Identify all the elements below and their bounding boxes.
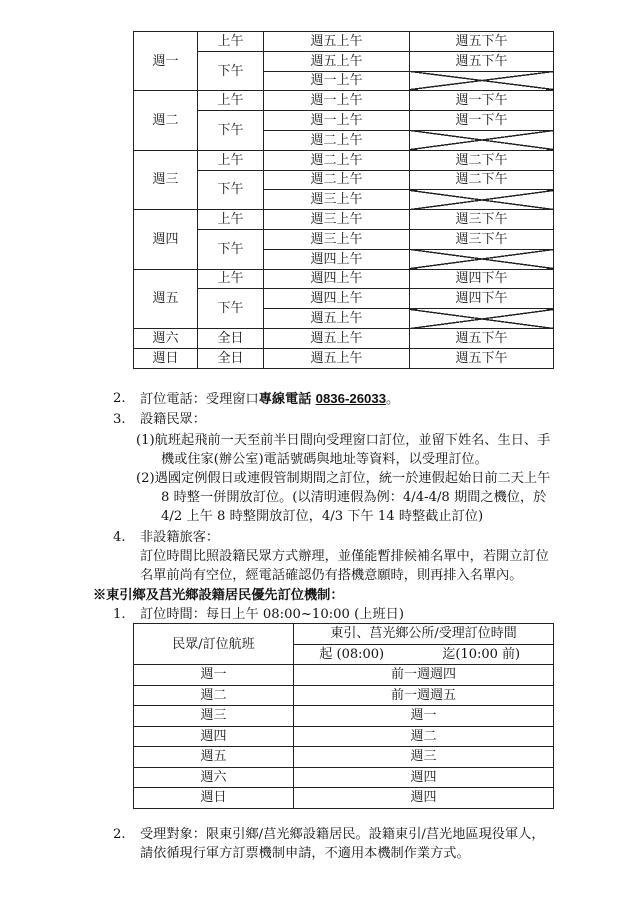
schedule-cell: 週五下午 xyxy=(410,51,554,71)
crossed-out-cell xyxy=(410,71,554,91)
table-row xyxy=(134,706,554,727)
section-heading: ※東引鄉及莒光鄉設籍居民優先訂位機制： xyxy=(93,588,344,603)
priority-day: 週一 xyxy=(134,665,294,686)
priority-value: 前一週週四 xyxy=(294,665,554,686)
item-4-line2: 名單前尚有空位，經電話確認仍有搭機意願時，則再排入名單內。 xyxy=(140,568,523,583)
schedule-cell: 週三下午 xyxy=(410,229,554,249)
table-row xyxy=(134,210,554,230)
schedule-cell: 週五上午 xyxy=(264,348,410,368)
schedule-cell: 下午 xyxy=(198,229,264,269)
item-3-p1-line1: (1)航班起飛前一天至前半日間向受理窗口訂位，並留下姓名、生日、手 xyxy=(136,433,551,448)
schedule-cell: 週五 xyxy=(134,269,198,328)
schedule-cell: 週六 xyxy=(134,328,198,348)
schedule-cell: 週一上午 xyxy=(264,91,410,111)
priority-value: 週四 xyxy=(294,767,554,788)
priority-day: 週二 xyxy=(134,685,294,706)
table-row xyxy=(134,726,554,747)
schedule-cell: 週一上午 xyxy=(264,71,410,91)
table-row xyxy=(134,32,554,52)
schedule-cell: 週二下午 xyxy=(410,150,554,170)
priority-day: 週四 xyxy=(134,726,294,747)
priority-value: 週四 xyxy=(294,788,554,809)
crossed-out-cell xyxy=(410,130,554,150)
item-3-p2-line3: 4/2 上午 8 時整開放訂位，4/3 下午 14 時整截止訂位) xyxy=(161,509,484,524)
schedule-cell: 週二上午 xyxy=(264,170,410,190)
priority-value: 週一 xyxy=(294,706,554,727)
crossed-out-cell xyxy=(410,190,554,210)
schedule-cell: 上午 xyxy=(198,32,264,52)
phone-line xyxy=(140,390,399,409)
schedule-cell: 週三下午 xyxy=(410,210,554,230)
header-end: 迄(10:00 前) xyxy=(410,644,554,665)
booking-schedule-table xyxy=(133,31,554,369)
table-row xyxy=(134,328,554,348)
schedule-cell: 週一 xyxy=(134,32,198,91)
table-row xyxy=(134,150,554,170)
schedule-cell: 週五下午 xyxy=(410,328,554,348)
table-row xyxy=(134,767,554,788)
priority-value: 週三 xyxy=(294,747,554,768)
schedule-cell: 下午 xyxy=(198,289,264,329)
schedule-cell: 週一下午 xyxy=(410,111,554,131)
item-3-p2-line2: 8 時整一併開放訂位。(以清明連假為例：4/4-4/8 期間之機位，於 xyxy=(161,490,547,505)
schedule-cell: 週一上午 xyxy=(264,111,410,131)
schedule-cell: 週二 xyxy=(134,91,198,150)
schedule-cell: 週三上午 xyxy=(264,229,410,249)
phone-label: 訂位電話：受理窗口 xyxy=(140,392,259,407)
schedule-cell: 週五上午 xyxy=(264,32,410,52)
item-3-title: 設籍民眾： xyxy=(140,412,206,427)
crossed-out-cell xyxy=(410,249,554,269)
schedule-cell: 週二下午 xyxy=(410,170,554,190)
section-item-1-number: 1. xyxy=(113,607,126,622)
item-4-number: 4. xyxy=(113,530,126,545)
schedule-cell: 週五下午 xyxy=(410,32,554,52)
schedule-cell: 週二上午 xyxy=(264,130,410,150)
schedule-cell: 全日 xyxy=(198,348,264,368)
schedule-cell: 上午 xyxy=(198,150,264,170)
schedule-cell: 週四上午 xyxy=(264,269,410,289)
schedule-cell: 下午 xyxy=(198,170,264,210)
schedule-cell: 週四下午 xyxy=(410,289,554,309)
schedule-cell: 週五上午 xyxy=(264,328,410,348)
table-row xyxy=(134,665,554,686)
priority-day: 週三 xyxy=(134,706,294,727)
schedule-cell: 週二上午 xyxy=(264,150,410,170)
priority-day: 週六 xyxy=(134,767,294,788)
schedule-cell: 上午 xyxy=(198,210,264,230)
schedule-cell: 週三上午 xyxy=(264,210,410,230)
schedule-cell: 下午 xyxy=(198,111,264,151)
schedule-cell: 週一下午 xyxy=(410,91,554,111)
schedule-cell: 上午 xyxy=(198,91,264,111)
schedule-cell: 下午 xyxy=(198,51,264,91)
phone-number: 0836-26033 xyxy=(315,391,387,406)
crossed-out-cell xyxy=(410,309,554,329)
priority-booking-table xyxy=(133,623,554,809)
item-4-line1: 訂位時間比照設籍民眾方式辦理，並僅能暫排候補名單中，若開立訂位 xyxy=(140,549,549,564)
section-item-2-line2: 請依循現行軍方訂票機制申請，不適用本機制作業方式。 xyxy=(140,846,470,861)
schedule-cell: 週四上午 xyxy=(264,249,410,269)
table-row xyxy=(134,348,554,368)
schedule-cell: 全日 xyxy=(198,328,264,348)
priority-value: 前一週週五 xyxy=(294,685,554,706)
schedule-cell: 週三 xyxy=(134,150,198,209)
schedule-cell: 上午 xyxy=(198,269,264,289)
header-start: 起 (08:00) xyxy=(294,644,410,665)
header-top: 東引、莒光鄉公所/受理訂位時間 xyxy=(294,624,554,645)
section-item-2-line1: 受理對象：限東引鄉/莒光鄉設籍居民。設籍東引/莒光地區現役軍人， xyxy=(140,827,545,842)
table-row xyxy=(134,91,554,111)
section-item-2-number: 2. xyxy=(113,827,126,842)
schedule-cell: 週日 xyxy=(134,348,198,368)
schedule-cell: 週四 xyxy=(134,210,198,269)
table-row xyxy=(134,269,554,289)
item-3-p2-line1: (2)遇國定例假日或連假管制期間之訂位，統一於連假起始日前二天上午 xyxy=(136,471,551,486)
phone-end: 。 xyxy=(386,392,400,407)
priority-day: 週日 xyxy=(134,788,294,809)
table-row xyxy=(134,747,554,768)
schedule-cell: 週五下午 xyxy=(410,348,554,368)
schedule-cell: 週三上午 xyxy=(264,190,410,210)
schedule-cell: 週四上午 xyxy=(264,289,410,309)
item-3-p1-line2: 機或住家(辦公室)電話號碼與地址等資料，以受理訂位。 xyxy=(161,452,488,467)
item-2-number: 2. xyxy=(113,391,126,406)
item-3-number: 3. xyxy=(113,412,126,427)
priority-value: 週二 xyxy=(294,726,554,747)
phone-bold-label: 專線電話 xyxy=(258,392,312,407)
priority-day: 週五 xyxy=(134,747,294,768)
table-row xyxy=(134,685,554,706)
schedule-cell: 週五上午 xyxy=(264,51,410,71)
header-left: 民眾/訂位航班 xyxy=(134,624,294,665)
schedule-cell: 週五上午 xyxy=(264,309,410,329)
item-4-title: 非設籍旅客： xyxy=(140,530,220,545)
schedule-cell: 週四下午 xyxy=(410,269,554,289)
booking-hours: 訂位時間：每日上午 08:00~10:00 (上班日) xyxy=(140,607,404,622)
table-row xyxy=(134,788,554,809)
